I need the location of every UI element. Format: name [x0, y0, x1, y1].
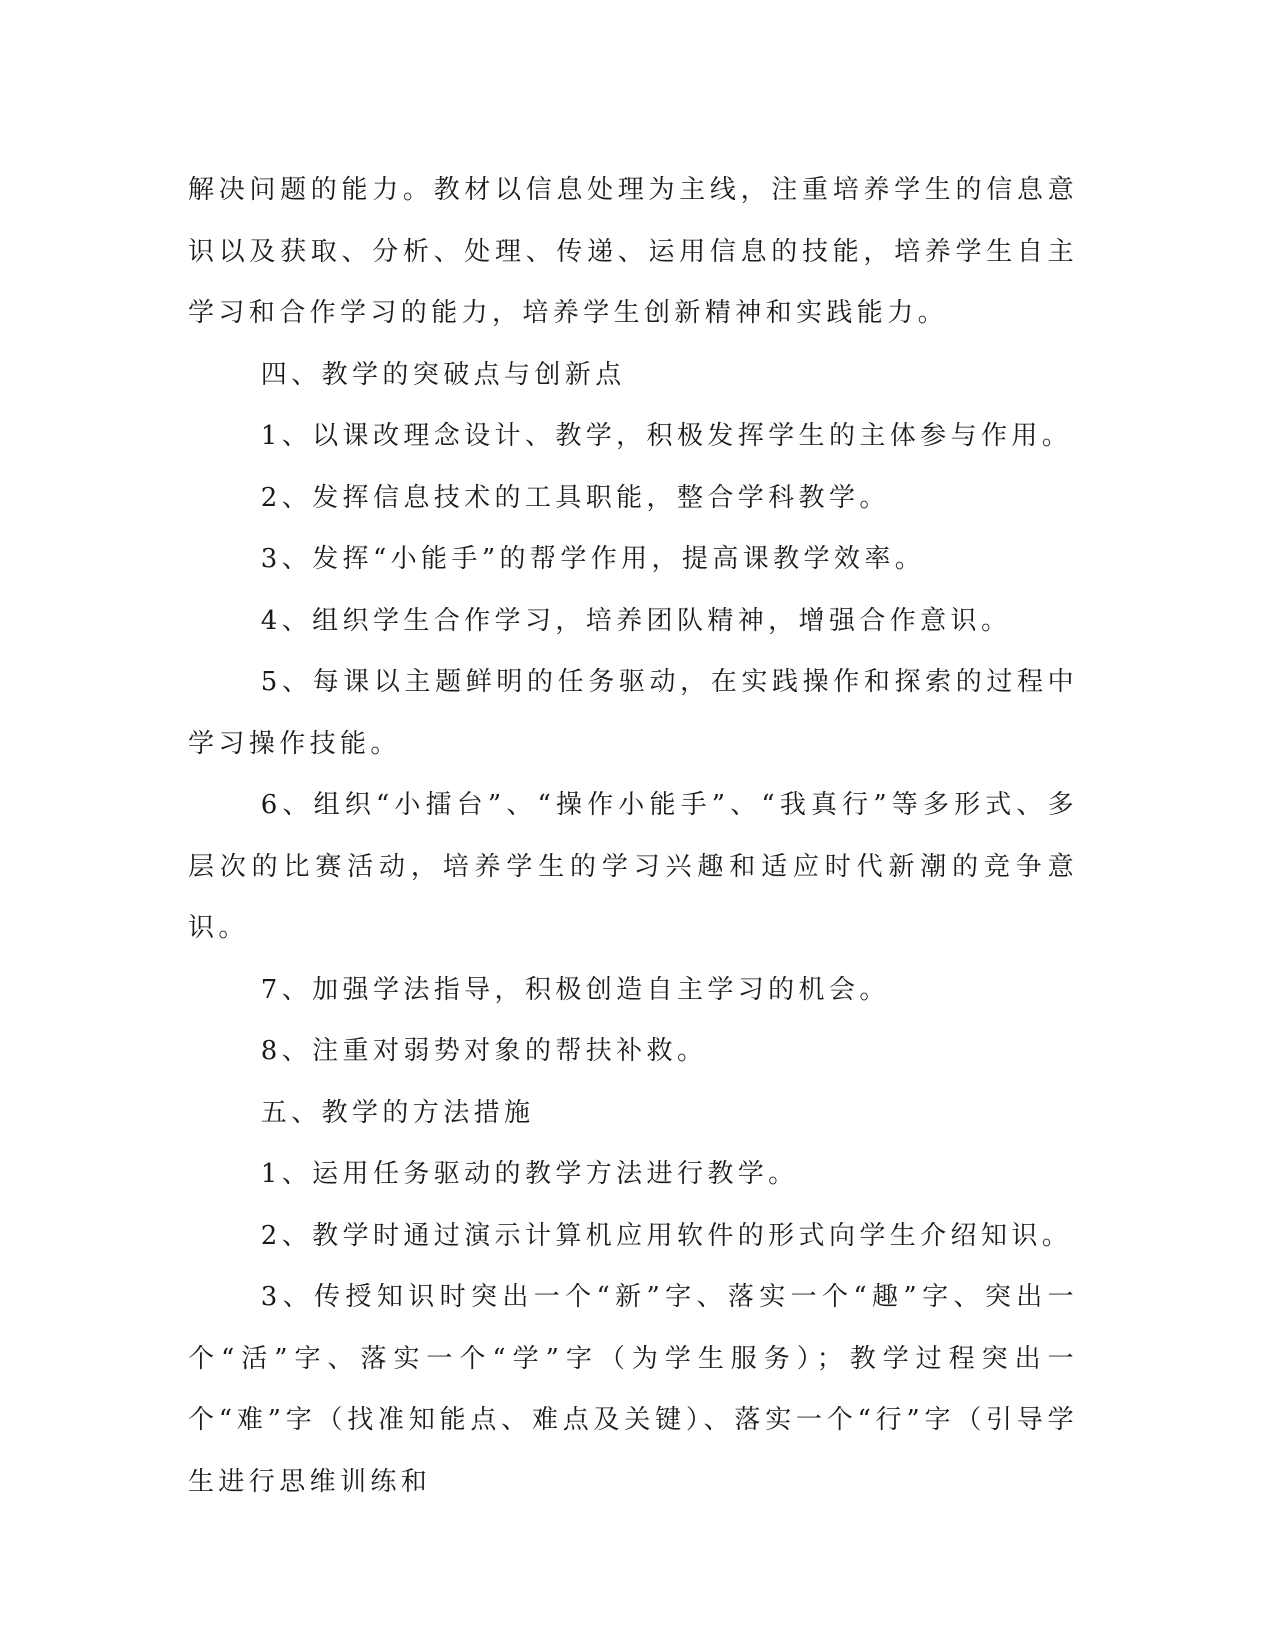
list-item-method-1: 1、运用任务驱动的教学方法进行教学。: [260, 1159, 799, 1189]
section-heading-breakthroughs: 四、教学的突破点与创新点: [260, 359, 626, 390]
list-item-breakthrough-5: 5、每课以主题鲜明的任务驱动，在实践操作和探索的过程中学习操作技能。: [188, 667, 1078, 759]
list-item-method-3: 3、传授知识时突出一个“新”字、落实一个“趣”字、突出一个“活”字、落实一个“学”字（为学生服务）；教学过程突出一个“难”字（找准知能点、难点及关键）、落实一个“行”字（引导学生进行思维训练和: [188, 1282, 1078, 1497]
paragraph-continuation: 解决问题的能力。教材以信息处理为主线，注重培养学生的信息意识以及获取、分析、处理、传递、运用信息的技能，培养学生自主学习和合作学习的能力，培养学生创新精神和实践能力。: [188, 175, 1078, 328]
list-item-breakthrough-3: 3、发挥“小能手”的帮学作用，提高课教学效率。: [260, 544, 926, 574]
list-item-breakthrough-7: 7、加强学法指导，积极创造自主学习的机会。: [260, 974, 890, 1005]
section-heading-methods: 五、教学的方法措施: [260, 1097, 535, 1128]
list-item-breakthrough-6: 6、组织“小擂台”、“操作小能手”、“我真行”等多形式、多层次的比赛活动，培养学生的学习兴趣和适应时代新潮的竞争意识。: [188, 790, 1078, 943]
document-body: [188, 160, 1078, 1513]
list-item-breakthrough-2: 2、发挥信息技术的工具职能，整合学科教学。: [260, 482, 890, 513]
list-item-method-2: 2、教学时通过演示计算机应用软件的形式向学生介绍知识。: [260, 1220, 1073, 1251]
list-item-breakthrough-4: 4、组织学生合作学习，培养团队精神，增强合作意识。: [260, 605, 1012, 636]
list-item-breakthrough-1: 1、以课改理念设计、教学，积极发挥学生的主体参与作用。: [260, 421, 1073, 451]
list-item-breakthrough-8: 8、注重对弱势对象的帮扶补救。: [260, 1036, 708, 1066]
